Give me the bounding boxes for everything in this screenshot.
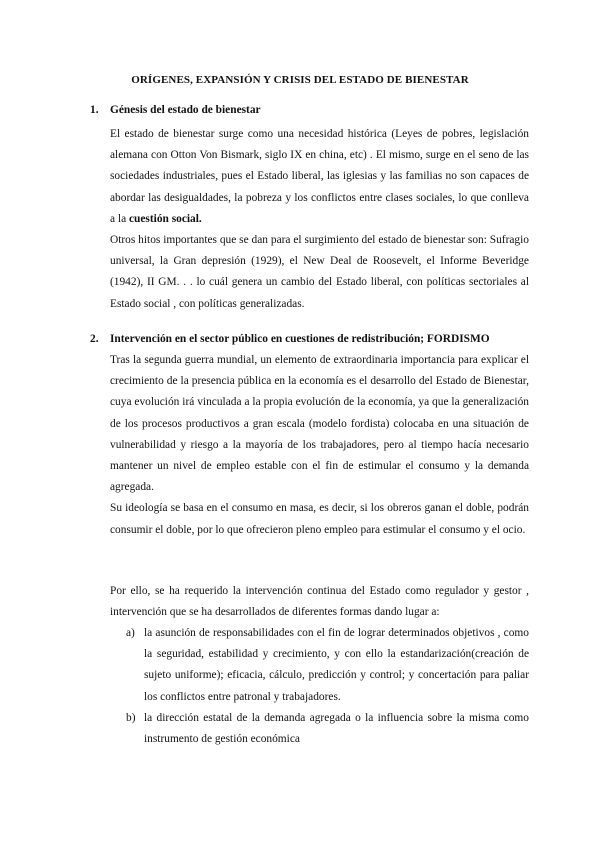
document-title: ORÍGENES, EXPANSIÓN Y CRISIS DEL ESTADO DE BIENESTAR [131,74,469,86]
section-1-heading [90,104,261,116]
list-marker: b) [126,711,136,724]
list-item-text: la asunción de responsabilidades con el fin de lograr determinados objetivos , como la seguridad, estabilidad y crecimiento, y con ello la estandarización(creación de sujeto uniforme); eficacia, cálculo, predicción y control; y concertación para paliar los conflictos entre patronal y trabajadores. [144,627,529,703]
intervention-list [126,623,529,750]
section-1-heading-text: Génesis del estado de bienestar [110,104,261,116]
section-2-paragraph-2: Su ideología se basa en el consumo en masa, es decir, si los obreros ganan el doble, podrán consumir el doble, por lo que ofrecieron pleno empleo para estimular el consumo y el ocio. [110,502,529,536]
section-2-paragraph-1: Tras la segunda guerra mundial, un elemento de extraordinaria importancia para explicar el crecimiento de la presencia pública en la economía es el desarrollo del Estado de Bienestar, cuya evolución irá vinculada a la propia evolución de la economía, ya que la generalización de los procesos productivos a gran escala (modelo fordista) colocaba en una situación de vulnerabilidad y riesgo a la mayoría de los trabajadores, pero al tiempo hacía necesario mantener un nivel de empleo estable con el fin de estimular el consumo y la demanda agregada. [110,354,529,494]
list-marker: a) [126,627,135,639]
list-item-text: la dirección estatal de la demanda agregada o la influencia sobre la misma como instrumento de gestión económica [144,711,529,746]
section-1-number: 1. [90,104,99,116]
section-1-paragraph-1 [110,124,529,230]
section-2-paragraph-3-block [110,581,529,623]
section-2-paragraph-3: Por ello, se ha requerido la intervención continua del Estado como regulador y gestor , intervención que se ha desarrollados de diferentes formas dando lugar a: [110,585,529,619]
cuestion-social-emphasis: cuestión social. [128,212,202,225]
section-2-number: 2. [90,333,99,345]
section-2-heading [90,333,490,345]
list-item [126,708,529,750]
section-2-body [110,350,529,541]
section-2-heading-text: Intervención en el sector público en cuestiones de redistribución; FORDISMO [110,333,490,345]
section-1-paragraph-1-text: El estado de bienestar surge como una necesidad histórica (Leyes de pobres, legislación alemana con Otton Von Bismark, siglo IX en china, etc) . El mismo, surge en el seno de las sociedades industriales, pues el Estado liberal, las iglesias y las familias no son capaces de abordar las desigualdades, la pobreza y los conflictos entre clases sociales, lo que conlleva a la [110,128,529,225]
section-1-body [110,124,529,315]
list-item [126,623,529,708]
section-1-paragraph-2: Otros hitos importantes que se dan para el surgimiento del estado de bienestar son: Sufragio universal, la Gran depresión (1929), el New Deal de Roosevelt, el Informe Beveridge (1942), II GM. . . lo cuál genera un cambio del Estado liberal, con políticas sectoriales al Estado social , con políticas generalizadas. [110,234,529,310]
